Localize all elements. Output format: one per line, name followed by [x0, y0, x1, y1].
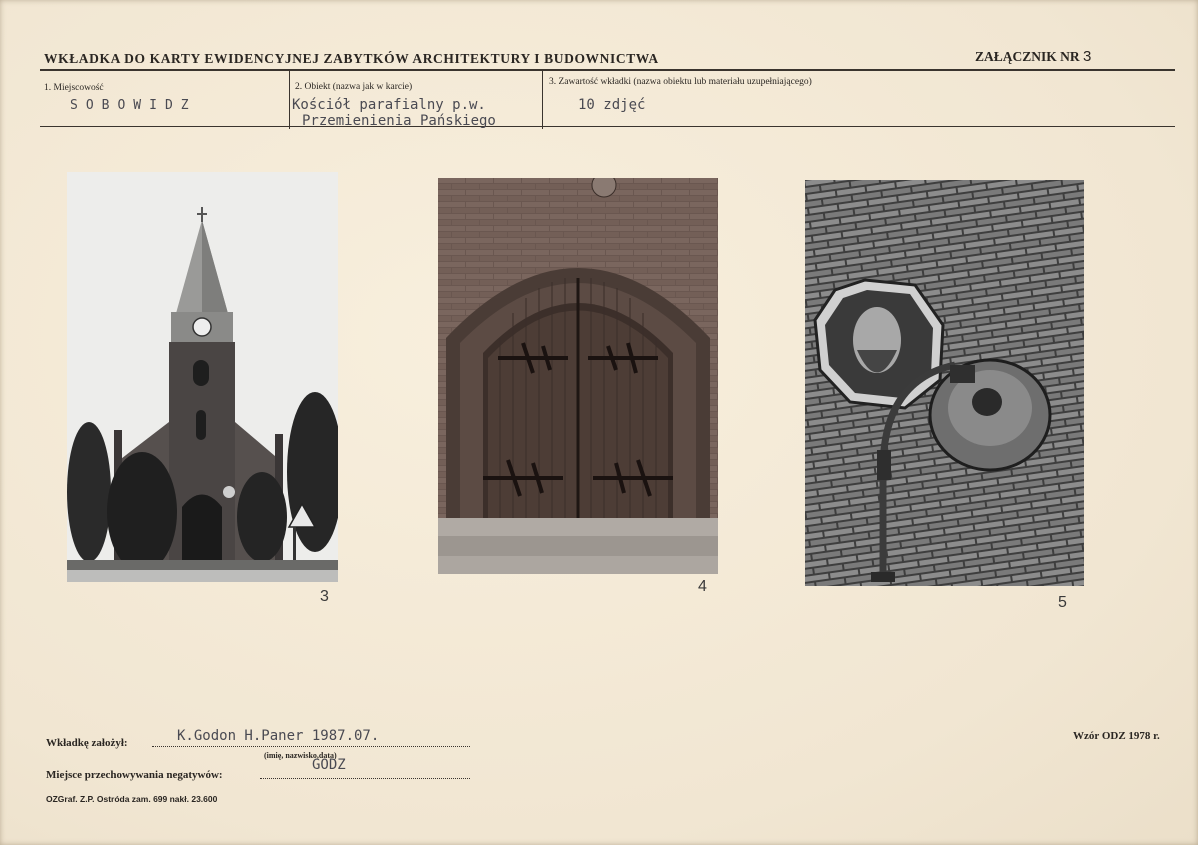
created-line [152, 746, 470, 747]
annex-label [975, 48, 1091, 65]
contents-label: 3. Zawartość wkładki (nazwa obiektu lub materiału uzupełniającego) [549, 77, 812, 87]
created-label: Wkładkę założył: [46, 737, 128, 749]
created-value: K.Godon H.Paner 1987.07. [177, 728, 380, 744]
printer-note: OZGraf. Z.P. Ostróda zam. 699 nakł. 23.600 [46, 794, 218, 804]
christ-relief-lamp-photo [805, 180, 1084, 586]
header-rule-top [40, 69, 1175, 71]
photo-number-4: 4 [698, 578, 707, 595]
annex-number: 3 [1083, 48, 1092, 65]
place-label: 1. Miejscowość [44, 83, 104, 93]
church-tower-photo [67, 172, 338, 582]
object-value-line2: Przemienienia Pańskiego [302, 113, 496, 129]
storage-value: GODZ [312, 757, 346, 773]
document-title: WKŁADKA DO KARTY EWIDENCYJNEJ ZABYTKÓW ARCHITEKTURY I BUDOWNICTWA [44, 51, 659, 66]
created-hint: (imię, nazwisko,data) [264, 751, 337, 760]
storage-label: Miejsce przechowywania negatywów: [46, 769, 223, 781]
form-label: Wzór ODZ 1978 r. [1073, 730, 1160, 742]
wooden-door-photo [438, 178, 718, 574]
storage-line [260, 778, 470, 779]
annex-label-text: ZAŁĄCZNIK NR [975, 49, 1080, 64]
photo-number-5: 5 [1058, 594, 1067, 611]
object-value-line1: Kościół parafialny p.w. [292, 97, 486, 113]
header-rule-bottom [40, 126, 1175, 127]
contents-value: 10 zdjęć [578, 97, 646, 113]
object-label: 2. Obiekt (nazwa jak w karcie) [295, 82, 413, 92]
field-divider-1 [289, 71, 290, 129]
photo-number-3: 3 [320, 588, 329, 605]
place-value: SOBOWIDZ [70, 98, 197, 113]
field-divider-2 [542, 71, 543, 129]
